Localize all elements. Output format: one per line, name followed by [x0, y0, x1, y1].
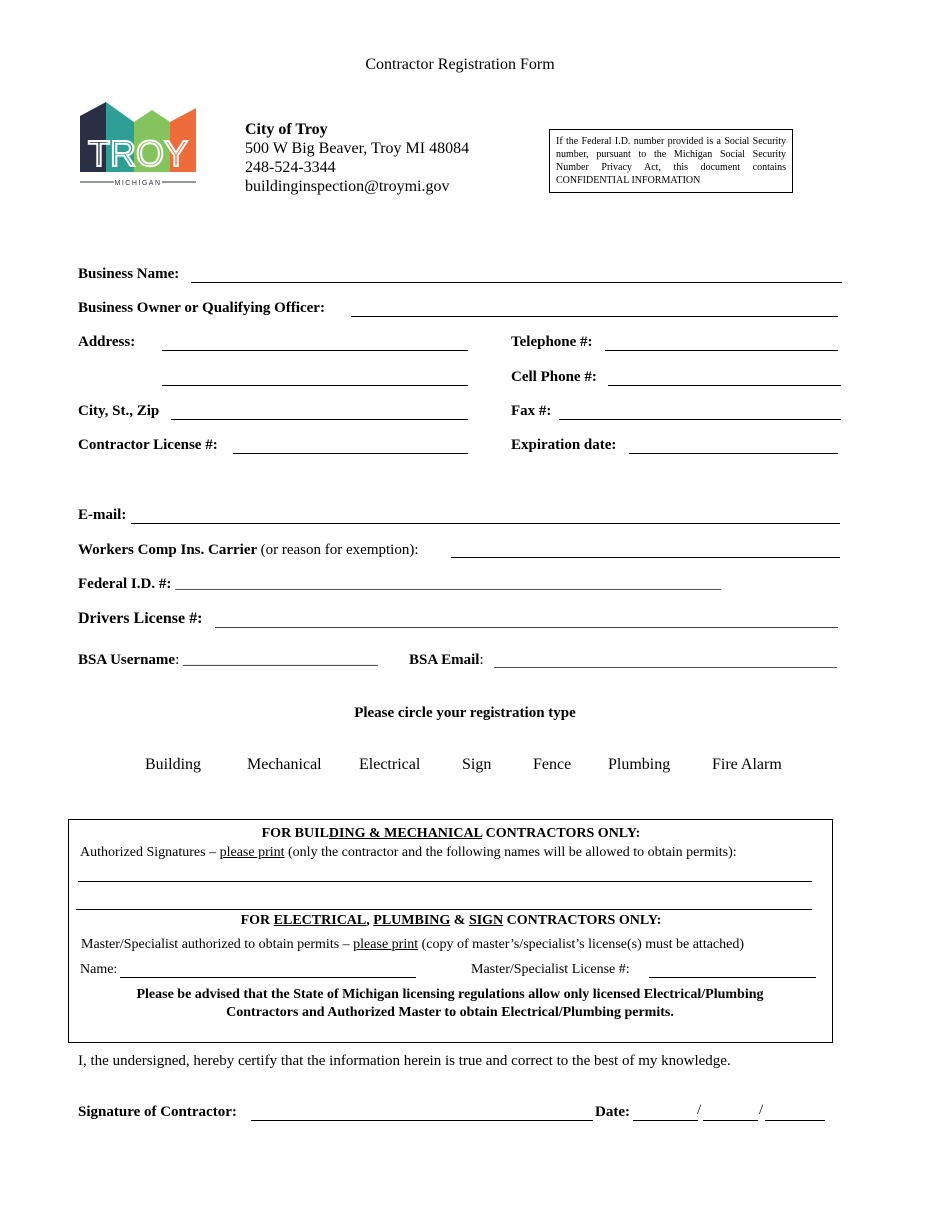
address-line-1-input[interactable]: [162, 350, 468, 351]
reg-type-sign[interactable]: Sign: [462, 756, 492, 773]
advisory-line-2: Contractors and Authorized Master to obtain Electrical/Plumbing permits.: [226, 1005, 674, 1020]
authorized-signature-line-2[interactable]: [76, 909, 812, 910]
address-label: Address:: [78, 334, 136, 350]
authorized-signatures-text: [80, 845, 737, 861]
workers-comp-input[interactable]: [451, 557, 840, 558]
advisory-line-1: Please be advised that the State of Michigan licensing regulations allow only licensed Electrical/Plumbing: [136, 987, 764, 1002]
cell-phone-input[interactable]: [608, 385, 841, 386]
auth-please-print: please print: [219, 845, 285, 860]
city-st-zip-label: City, St., Zip: [78, 403, 160, 419]
building-heading-prefix: FOR BUIL: [261, 826, 329, 841]
drivers-license-input[interactable]: [215, 627, 838, 628]
master-license-label: Master/Specialist License #:: [471, 962, 630, 977]
confidentiality-notice: If the Federal I.D. number provided is a Social Security number, pursuant to the Michigan Social Security Number Privacy Act, this document contains CONFIDENTIAL INFORMATION: [549, 129, 793, 193]
master-name-label: Name:: [80, 962, 118, 977]
city-contact: [245, 120, 469, 196]
drivers-license-label: Drivers License #:: [78, 610, 203, 627]
contractor-license-label: Contractor License #:: [78, 437, 218, 453]
address-line-2-input[interactable]: [162, 385, 468, 386]
bsa-email-label-text: BSA Email: [409, 652, 480, 668]
fax-input[interactable]: [559, 419, 841, 420]
city-email: buildinginspection@troymi.gov: [245, 178, 450, 195]
workers-comp-label-text: Workers Comp Ins. Carrier: [78, 542, 257, 558]
federal-id-label: [78, 576, 721, 593]
reg-type-building[interactable]: Building: [145, 756, 202, 773]
electrical-heading-suffix: CONTRACTORS ONLY:: [503, 913, 662, 928]
bsa-email-input[interactable]: [494, 667, 837, 668]
reg-type-plumbing[interactable]: Plumbing: [608, 756, 671, 773]
reg-type-electrical[interactable]: Electrical: [359, 756, 421, 773]
electrical-heading-amp: &: [450, 913, 469, 928]
logo-subtext: MICHIGAN: [114, 180, 162, 187]
telephone-input[interactable]: [605, 350, 838, 351]
registration-type-heading: Please circle your registration type: [354, 705, 576, 721]
fax-label: Fax #:: [511, 403, 552, 419]
bsa-email-colon: :: [479, 652, 484, 668]
electrical-heading-comma: ,: [366, 913, 374, 928]
building-mechanical-heading: [0, 826, 902, 842]
electrical-heading-electrical: ELECTRICAL: [273, 913, 367, 928]
workers-comp-label: [78, 542, 418, 559]
bsa-username-label: [78, 652, 378, 669]
city-phone: 248-524-3344: [245, 159, 336, 176]
electrical-heading-sign: SIGN: [468, 913, 504, 928]
contractor-license-input[interactable]: [233, 453, 468, 454]
date-slash-2: /: [759, 1102, 764, 1118]
city-st-zip-input[interactable]: [171, 419, 468, 420]
date-label: Date:: [595, 1104, 630, 1120]
building-heading-suffix: CONTRACTORS ONLY:: [482, 826, 641, 841]
owner-label: Business Owner or Qualifying Officer:: [78, 300, 325, 316]
reg-type-mechanical[interactable]: Mechanical: [247, 756, 322, 773]
bsa-email-label: [409, 652, 484, 669]
master-specialist-text: [81, 937, 744, 953]
workers-comp-note: (or reason for exemption):: [260, 542, 419, 558]
date-day-input[interactable]: [703, 1120, 758, 1121]
electrical-heading-prefix: FOR: [240, 913, 274, 928]
date-year-input[interactable]: [765, 1120, 825, 1121]
master-name-input[interactable]: [120, 977, 416, 978]
building-heading-underlined: DING & MECHANICAL: [328, 826, 483, 841]
master-please-print: please print: [353, 937, 419, 952]
federal-id-input[interactable]: ______________________________________________________________________________: [175, 577, 722, 592]
bsa-username-label-text: BSA Username: [78, 652, 176, 668]
master-suffix: (copy of master’s/specialist’s license(s) must be attached): [418, 937, 745, 952]
electrical-plumbing-sign-heading: [0, 913, 902, 929]
licensing-advisory: [80, 986, 820, 1022]
business-name-label: Business Name:: [78, 266, 180, 282]
signature-input[interactable]: [251, 1120, 593, 1121]
certification-statement: I, the undersigned, hereby certify that the information herein is true and correct to the best of my knowledge.: [78, 1053, 731, 1069]
owner-input[interactable]: [351, 316, 838, 317]
form-title: Contractor Registration Form: [365, 56, 555, 73]
expiration-date-input[interactable]: [629, 453, 838, 454]
auth-suffix: (only the contractor and the following names will be allowed to obtain permits):: [284, 845, 737, 860]
auth-prefix: Authorized Signatures –: [80, 845, 220, 860]
email-label: E-mail:: [78, 507, 127, 523]
expiration-date-label: Expiration date:: [511, 437, 617, 453]
master-prefix: Master/Specialist authorized to obtain permits –: [81, 937, 354, 952]
business-name-input[interactable]: [191, 282, 842, 283]
reg-type-fence[interactable]: Fence: [533, 756, 572, 773]
authorized-signature-line-1[interactable]: [78, 881, 812, 882]
logo-word: TROY: [87, 133, 189, 174]
master-license-input[interactable]: [649, 977, 816, 978]
signature-label: Signature of Contractor:: [78, 1104, 237, 1120]
electrical-heading-plumbing: PLUMBING: [373, 913, 451, 928]
date-month-input[interactable]: [633, 1120, 698, 1121]
cell-phone-label: Cell Phone #:: [511, 369, 597, 385]
troy-logo: [78, 100, 198, 188]
city-name: City of Troy: [245, 121, 328, 138]
bsa-username-input[interactable]: : __________________________: [175, 652, 379, 668]
reg-type-fire-alarm[interactable]: Fire Alarm: [712, 756, 782, 773]
federal-id-label-text: Federal I.D. #:: [78, 576, 172, 592]
email-input[interactable]: [131, 523, 840, 524]
city-address: 500 W Big Beaver, Troy MI 48084: [245, 140, 470, 157]
date-slash-1: /: [697, 1102, 702, 1118]
telephone-label: Telephone #:: [511, 334, 593, 350]
